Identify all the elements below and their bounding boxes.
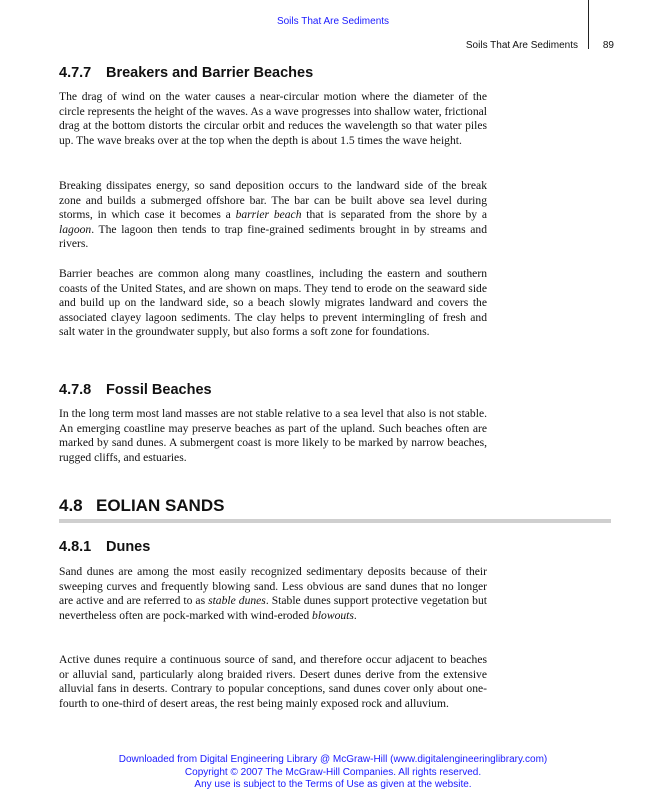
section-number: 4.7.8: [59, 382, 92, 398]
section-title: Dunes: [106, 539, 151, 555]
section-heading-4-7-7: [59, 65, 313, 81]
paragraph: The drag of wind on the water causes a near-circular motion where the diameter of the circle represents the height of the waves. As a wave progresses into shallow water, frictional drag at the bottom distorts the circular orbit and reduces the wavelength so that water piles up. The wave breaks over at the top when the depth is about 1.5 times the wave height.: [59, 90, 487, 147]
section-title: Fossil Beaches: [106, 382, 212, 398]
paragraph: Sand dunes are among the most easily recognized sedimentary deposits because of their sweeping curves and frequently blowing sand. Less obvious are sand dunes that no longer are active and are referred to as stable dunes. Stable dunes support protective vegetation but nevertheless often are pock-marked with wind-eroded blowouts.: [59, 565, 487, 622]
section-heading-4-7-8: [59, 382, 212, 398]
paragraph: In the long term most land masses are not stable relative to a sea level that also is not stable. An emerging coastline may preserve beaches as part of the upland. Such beaches often are marked by sand dunes. A submergent coast is more likely to be marked by narrow beaches, rugged cliffs, and estuaries.: [59, 407, 487, 464]
section-number: 4.8: [59, 496, 83, 515]
paragraph: Breaking dissipates energy, so sand deposition occurs to the landward side of the break zone and builds a submerged offshore bar. The bar can be built above sea level during storms, in which case it becomes a barrier beach that is separated from the shore by a lagoon. The lagoon then tends to trap fine-grained sediments brought in by streams and rivers.: [59, 179, 487, 251]
page-number: 89: [602, 40, 614, 51]
chapter-header-link[interactable]: Soils That Are Sediments: [276, 16, 390, 27]
term-blowouts: blowouts: [312, 608, 354, 622]
section-number: 4.7.7: [59, 65, 92, 81]
section-title: EOLIAN SANDS: [96, 496, 225, 515]
term-lagoon: lagoon: [59, 222, 92, 236]
running-head: Soils That Are Sediments: [465, 40, 578, 51]
footer-notice: [0, 754, 666, 792]
section-number: 4.8.1: [59, 539, 92, 555]
footer-terms[interactable]: Any use is subject to the Terms of Use as given at the website.: [194, 779, 472, 790]
section-heading-4-8: [59, 496, 224, 516]
section-title: Breakers and Barrier Beaches: [106, 65, 314, 81]
paragraph: Barrier beaches are common along many coastlines, including the eastern and southern coasts of the United States, and are shown on maps. They tend to erode on the seaward side and build up on the landward side, so a beach slowly migrates landward and covers the associated clayey lagoon sediments. The clay helps to prevent intermingling of fresh and salt water in the groundwater supply, but also forms a soft zone for foundations.: [59, 267, 487, 339]
paragraph: Active dunes require a continuous source of sand, and therefore occur adjacent to beaches or alluvial sand, particularly along braided rivers. Desert dunes derive from the extensive alluvial fans in deserts. Contrary to popular conceptions, sand dunes cover only about one-fourth to one-third of desert areas, the rest being mainly exposed rock and alluvium.: [59, 653, 487, 710]
header-divider: [588, 0, 589, 49]
footer-copyright: Copyright © 2007 The McGraw-Hill Companies. All rights reserved.: [184, 766, 482, 778]
footer-download-link[interactable]: Downloaded from Digital Engineering Library @ McGraw-Hill (www.digitalengineeringlibrary.com): [118, 754, 548, 765]
term-barrier-beach: barrier beach: [235, 208, 302, 222]
term-stable-dunes: stable dunes: [208, 594, 266, 608]
section-rule: [59, 519, 611, 523]
section-heading-4-8-1: [59, 539, 150, 555]
